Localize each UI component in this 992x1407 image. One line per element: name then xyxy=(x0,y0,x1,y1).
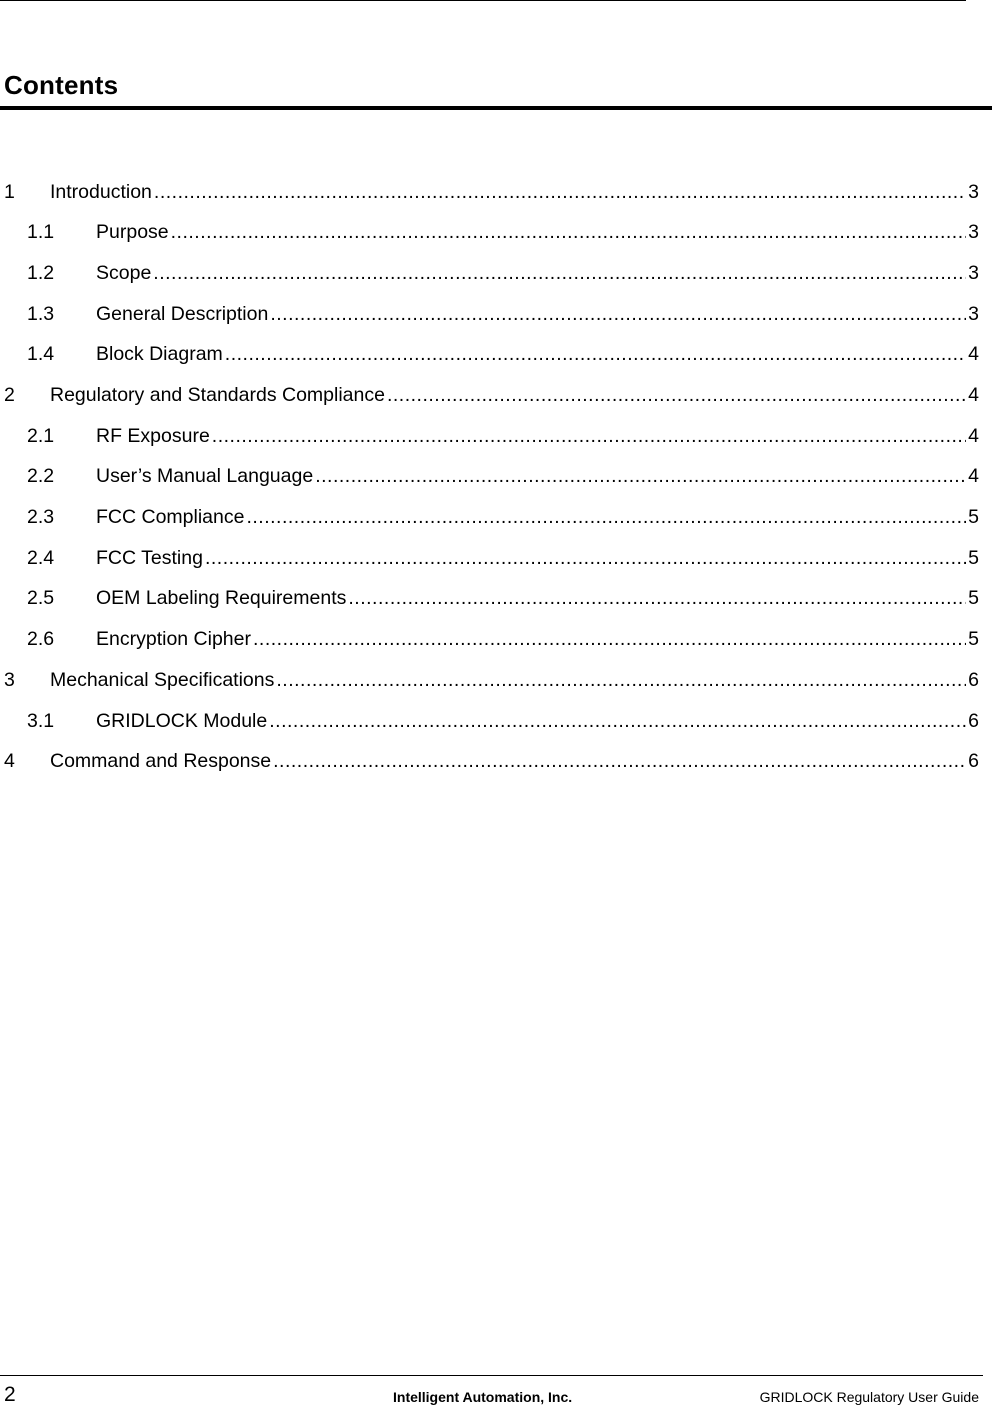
toc-entry[interactable] xyxy=(4,457,979,498)
toc-entry-title: FCC Testing xyxy=(96,546,203,569)
toc-entry-title: Block Diagram xyxy=(96,343,223,366)
toc-entry-title: Mechanical Specifications xyxy=(50,668,275,691)
toc-entry-page: 5 xyxy=(968,628,979,651)
toc-entry-number: 1.4 xyxy=(27,343,55,366)
toc-entry-number: 2.2 xyxy=(27,465,55,488)
toc-entry[interactable] xyxy=(4,213,979,254)
toc-entry-page: 5 xyxy=(968,546,979,569)
toc-dot-leader xyxy=(387,386,966,406)
toc-entry[interactable] xyxy=(4,416,979,457)
toc-entry-title: GRIDLOCK Module xyxy=(96,709,268,732)
toc-entry[interactable] xyxy=(4,620,979,661)
table-of-contents xyxy=(4,172,979,782)
toc-entry[interactable] xyxy=(4,538,979,579)
toc-entry-page: 5 xyxy=(968,587,979,610)
toc-entry-number: 2.3 xyxy=(27,506,55,529)
toc-entry[interactable] xyxy=(4,498,979,539)
toc-entry-title: Scope xyxy=(96,261,152,284)
toc-entry-page: 5 xyxy=(968,506,979,529)
toc-entry-number: 2.5 xyxy=(27,587,55,610)
toc-entry[interactable] xyxy=(4,701,979,742)
toc-entry-page: 3 xyxy=(968,180,979,203)
toc-entry-title: Regulatory and Standards Compliance xyxy=(50,384,385,407)
toc-entry-page: 3 xyxy=(968,261,979,284)
toc-dot-leader xyxy=(205,549,966,569)
toc-dot-leader xyxy=(276,671,966,691)
toc-entry[interactable] xyxy=(4,742,979,783)
toc-dot-leader xyxy=(153,264,966,284)
toc-entry-title: Command and Response xyxy=(50,750,272,773)
toc-entry-number: 1 xyxy=(4,180,15,203)
toc-dot-leader xyxy=(269,712,966,732)
toc-entry[interactable] xyxy=(4,579,979,620)
header-rule xyxy=(0,0,966,1)
toc-entry-page: 6 xyxy=(968,709,979,732)
toc-entry-page: 4 xyxy=(968,465,979,488)
toc-dot-leader xyxy=(246,508,966,528)
toc-entry-title: Purpose xyxy=(96,221,169,244)
toc-entry-page: 3 xyxy=(968,302,979,325)
toc-entry[interactable] xyxy=(4,253,979,294)
title-rule xyxy=(0,106,992,110)
toc-entry-title: General Description xyxy=(96,302,269,325)
toc-entry-page: 4 xyxy=(968,424,979,447)
toc-entry[interactable] xyxy=(4,375,979,416)
toc-entry-number: 3 xyxy=(4,668,15,691)
footer-document-title: GRIDLOCK Regulatory User Guide xyxy=(759,1389,979,1405)
toc-entry-title: Introduction xyxy=(50,180,152,203)
footer-page-number: 2 xyxy=(4,1383,16,1406)
toc-dot-leader xyxy=(315,467,966,487)
toc-entry[interactable] xyxy=(4,172,979,213)
toc-entry-number: 1.1 xyxy=(27,221,55,244)
toc-entry-title: FCC Compliance xyxy=(96,506,245,529)
toc-dot-leader xyxy=(270,305,966,325)
footer-rule xyxy=(0,1375,983,1376)
toc-entry-number: 4 xyxy=(4,750,15,773)
toc-dot-leader xyxy=(273,752,966,772)
footer-company-name: Intelligent Automation, Inc. xyxy=(393,1389,573,1405)
toc-entry-number: 1.2 xyxy=(27,261,55,284)
toc-entry-page: 6 xyxy=(968,668,979,691)
toc-entry[interactable] xyxy=(4,294,979,335)
toc-entry-page: 6 xyxy=(968,750,979,773)
toc-dot-leader xyxy=(225,345,966,365)
toc-entry-number: 3.1 xyxy=(27,709,55,732)
toc-entry-title: Encryption Cipher xyxy=(96,628,251,651)
toc-dot-leader xyxy=(212,427,966,447)
toc-entry-number: 2.4 xyxy=(27,546,55,569)
toc-entry-number: 2.1 xyxy=(27,424,55,447)
toc-entry-number: 1.3 xyxy=(27,302,55,325)
toc-entry[interactable] xyxy=(4,335,979,376)
page-title: Contents xyxy=(4,70,119,100)
toc-entry-title: RF Exposure xyxy=(96,424,210,447)
toc-entry-page: 4 xyxy=(968,384,979,407)
toc-entry-title: OEM Labeling Requirements xyxy=(96,587,347,610)
toc-entry-title: User’s Manual Language xyxy=(96,465,314,488)
toc-entry[interactable] xyxy=(4,660,979,701)
toc-entry-number: 2 xyxy=(4,384,15,407)
toc-dot-leader xyxy=(253,630,966,650)
toc-entry-page: 3 xyxy=(968,221,979,244)
toc-dot-leader xyxy=(348,589,966,609)
toc-entry-page: 4 xyxy=(968,343,979,366)
toc-dot-leader xyxy=(154,183,966,203)
toc-dot-leader xyxy=(171,223,967,243)
toc-entry-number: 2.6 xyxy=(27,628,55,651)
